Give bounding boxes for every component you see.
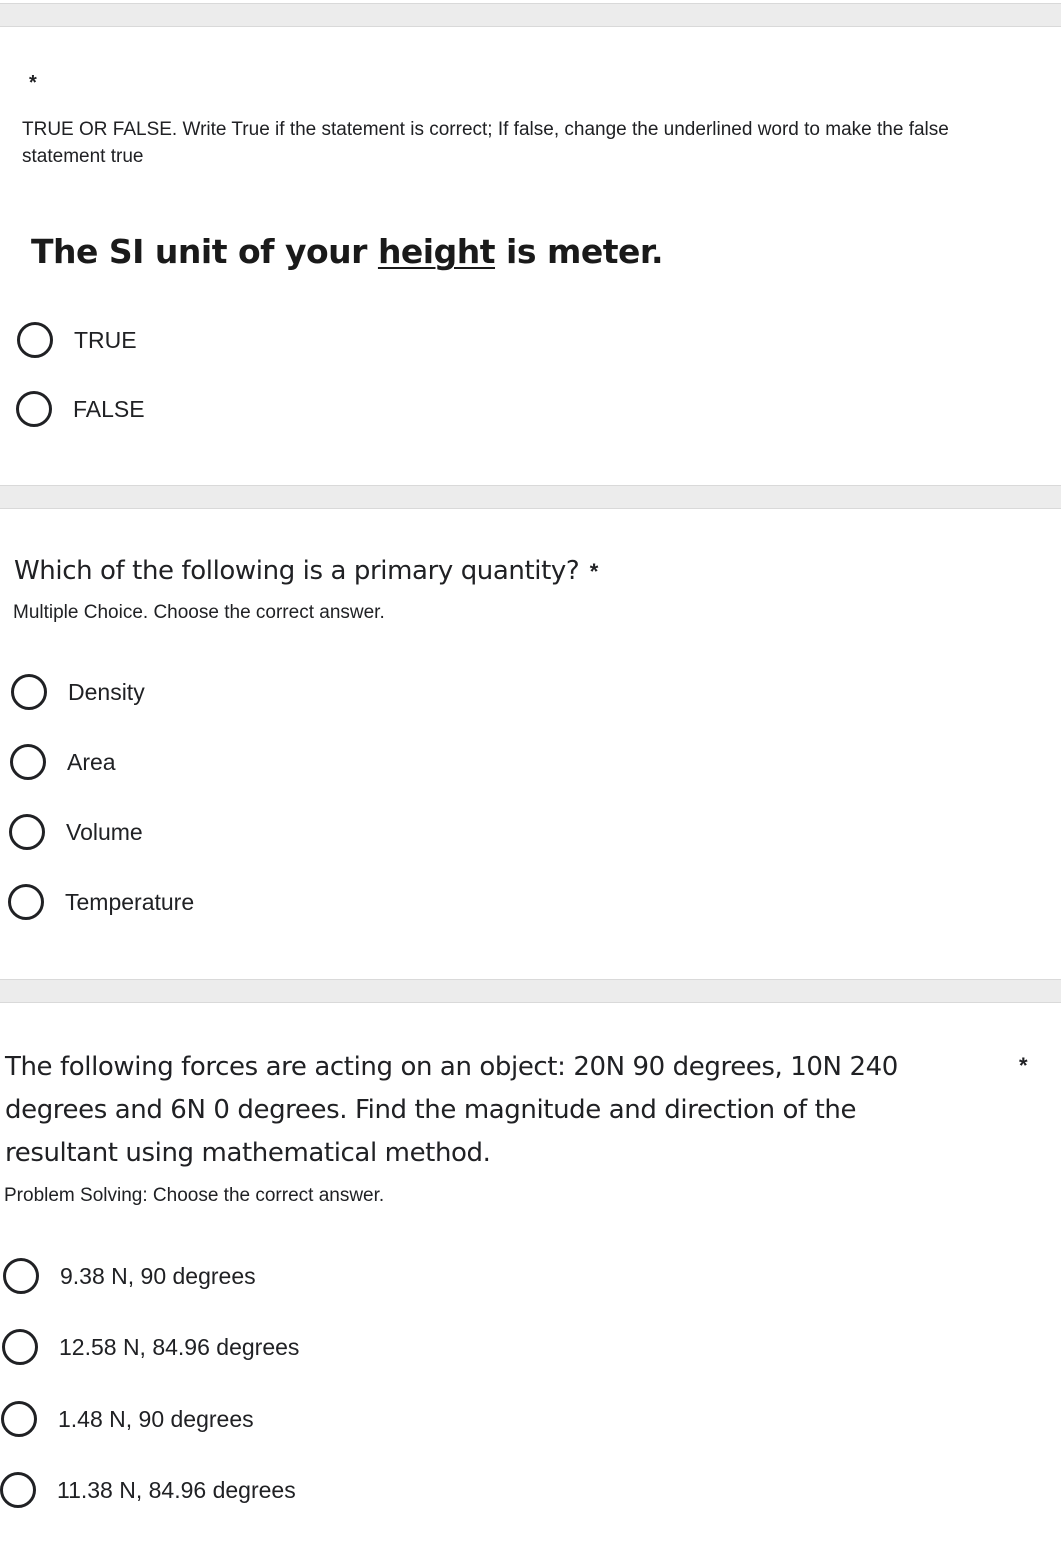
radio-option-temperature[interactable] — [8, 884, 194, 920]
radio-button[interactable] — [9, 814, 45, 850]
radio-option-area[interactable] — [10, 744, 116, 780]
radio-button[interactable] — [3, 1258, 39, 1294]
radio-button[interactable] — [16, 391, 52, 427]
statement-text-after: is meter. — [495, 232, 663, 271]
radio-option-answer-1[interactable] — [3, 1258, 256, 1294]
statement-text-before: The SI unit of your — [31, 232, 378, 271]
option-label: 11.38 N, 84.96 degrees — [57, 1476, 296, 1503]
radio-button[interactable] — [0, 1472, 36, 1508]
question-header — [14, 556, 598, 586]
radio-option-answer-3[interactable] — [1, 1401, 254, 1437]
radio-option-answer-4[interactable] — [0, 1472, 296, 1508]
radio-option-true[interactable] — [17, 322, 137, 358]
question-description: Multiple Choice. Choose the correct answer. — [13, 602, 385, 623]
question-title: The following forces are acting on an object: 20N 90 degrees, 10N 240 degrees and 6N 0 degrees. Find the magnitude and direction of the resultant using mathematical method. — [5, 1052, 898, 1168]
radio-button[interactable] — [2, 1329, 38, 1365]
question-instructions: TRUE OR FALSE. Write True if the statement is correct; If false, change the underlined word to make the false statement true — [22, 119, 949, 167]
radio-option-density[interactable] — [11, 674, 145, 710]
option-label: Volume — [66, 818, 143, 845]
radio-button[interactable] — [11, 674, 47, 710]
section-divider — [0, 485, 1061, 509]
radio-option-false[interactable] — [16, 391, 145, 427]
statement-underlined-word: height — [377, 232, 496, 271]
radio-button[interactable] — [1, 1401, 37, 1437]
required-asterisk: * — [29, 72, 37, 94]
option-label: 9.38 N, 90 degrees — [60, 1262, 256, 1289]
section-divider-top — [0, 3, 1061, 27]
radio-option-answer-2[interactable] — [2, 1329, 299, 1365]
option-label: Temperature — [65, 888, 195, 915]
required-asterisk: * — [1019, 1053, 1028, 1078]
option-label: FALSE — [73, 395, 145, 422]
radio-option-volume[interactable] — [9, 814, 143, 850]
radio-button[interactable] — [10, 744, 46, 780]
option-label: 12.58 N, 84.96 degrees — [59, 1333, 300, 1360]
question-description: Problem Solving: Choose the correct answer. — [4, 1185, 385, 1206]
question-statement — [31, 232, 663, 271]
section-divider — [0, 979, 1061, 1003]
option-label: Area — [67, 748, 116, 775]
radio-button[interactable] — [17, 322, 53, 358]
required-asterisk: * — [589, 559, 599, 584]
radio-button[interactable] — [8, 884, 44, 920]
option-label: 1.48 N, 90 degrees — [58, 1405, 254, 1432]
option-label: TRUE — [74, 326, 137, 353]
question-title: Which of the following is a primary quantity? — [14, 556, 580, 586]
option-label: Density — [68, 678, 145, 705]
